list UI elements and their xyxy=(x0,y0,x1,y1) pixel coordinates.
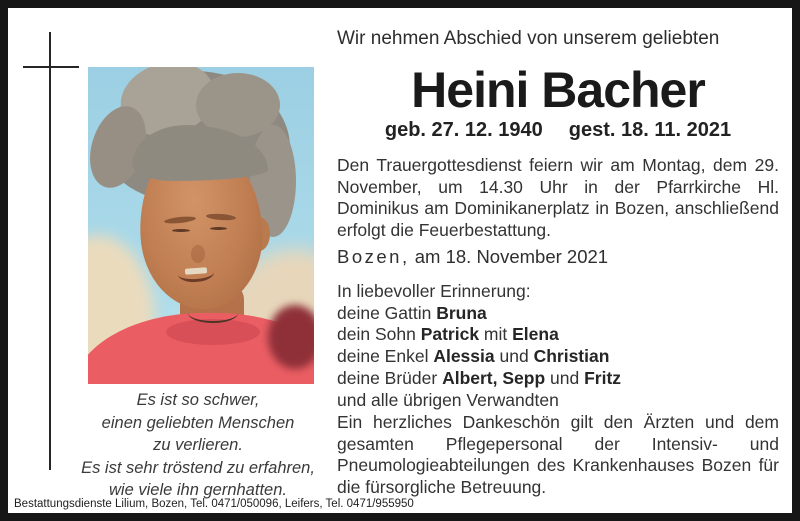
text-segment: Alessia xyxy=(433,346,495,367)
text-segment: Patrick xyxy=(420,324,480,345)
poem-line xyxy=(48,457,348,480)
portrait-photo xyxy=(88,67,314,384)
funeral-paragraph: Den Trauergottesdienst feiern wir am Montag, dem 29. November, um 14.30 Uhr in der Pfarrkirche Hl. Dominikus am Dominikanerplatz in Bozen, anschließend erfolgt die Feuerbestattung. xyxy=(337,155,779,240)
mourner-line xyxy=(337,281,779,303)
photo-eye xyxy=(172,229,190,232)
place-label: Bozen, xyxy=(337,246,410,267)
text-segment: deine Gattin xyxy=(337,302,437,323)
death-date: gest. 18. 11. 2021 xyxy=(568,119,732,141)
poem-line xyxy=(48,389,348,412)
funeral-home-line: Bestattungsdienste Lilium, Bozen, Tel. 0471/050096, Leifers, Tel. 0471/955950 xyxy=(14,498,414,510)
text-segment: zu verlieren. xyxy=(153,436,243,454)
mourner-line xyxy=(337,368,779,390)
mourning-poem xyxy=(48,389,348,502)
text-segment: mit xyxy=(479,324,513,345)
text-segment: Es ist so schwer, xyxy=(136,391,260,409)
poem-line xyxy=(48,434,348,457)
birth-date: geb. 27. 12. 1940 xyxy=(384,119,543,141)
cross-icon xyxy=(23,66,79,68)
text-segment: Elena xyxy=(512,324,559,345)
life-dates xyxy=(337,119,779,142)
photo-nose xyxy=(191,245,205,263)
text-segment: wie viele ihn gernhatten. xyxy=(109,481,287,499)
photo-shirt-shadow xyxy=(268,305,314,369)
text-segment: und xyxy=(545,367,585,388)
mourners-list xyxy=(337,281,779,411)
text-segment: deine Enkel xyxy=(337,346,434,367)
date-label: am 18. November 2021 xyxy=(414,246,609,267)
text-segment: und alle übrigen Verwandten xyxy=(337,389,559,410)
intro-line: Wir nehmen Abschied von unserem geliebten xyxy=(337,28,720,49)
thanks-paragraph: Ein herzliches Dankeschön gilt den Ärzten und dem gesamten Pflegepersonal der Intensiv- und Pneumologieabteilungen des Krankenhauses Bozen für die fürsorgliche Betreuung. xyxy=(337,412,779,497)
text-segment: einen geliebten Menschen xyxy=(101,413,295,432)
text-segment: In liebevoller Erinnerung: xyxy=(337,281,531,301)
text-segment: deine Brüder xyxy=(337,367,443,388)
text-segment: dein Sohn xyxy=(337,324,421,345)
mourner-line xyxy=(337,303,779,325)
text-segment: Bruna xyxy=(436,302,487,323)
text-segment: Albert, Sepp xyxy=(442,367,546,388)
photo-eye xyxy=(210,227,227,230)
poem-line xyxy=(48,412,348,435)
place-date-line xyxy=(337,246,779,268)
mourner-line xyxy=(337,390,779,412)
deceased-name: Heini Bacher xyxy=(411,62,705,118)
text-segment: Fritz xyxy=(584,367,622,388)
mourner-line xyxy=(337,324,779,346)
text-segment: Christian xyxy=(533,346,610,367)
mourner-line xyxy=(337,346,779,368)
photo-necklace xyxy=(188,303,238,323)
text-segment: und xyxy=(494,346,534,367)
text-segment: Es ist sehr tröstend zu erfahren, xyxy=(81,458,315,477)
